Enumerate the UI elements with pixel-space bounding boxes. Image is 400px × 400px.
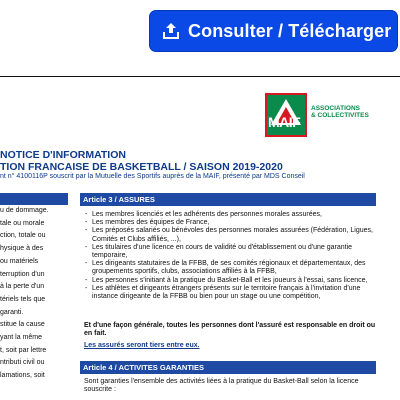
consult-download-button[interactable] xyxy=(149,10,398,52)
article-4-header: Article 4 / ACTIVITES GARANTIES xyxy=(80,361,376,374)
list-item: - Les personnes s'initiant à la pratique du Basket-Ball et les joueurs à l'essai, sans licence, xyxy=(84,277,376,285)
insured-list xyxy=(84,211,376,301)
left-line: ou matériels xyxy=(0,257,39,265)
list-item: - Les titulaires d'une licence en cours de validité ou d'établissement ou d'une garantie temporaire, xyxy=(84,244,376,260)
left-line: u de dommage. xyxy=(0,207,49,214)
federation-title: TION FRANCAISE DE BASKETBALL / SAISON 2019-2020 xyxy=(0,161,283,173)
button-label: Consulter / Télécharger xyxy=(188,20,392,41)
left-line: à la perte d'un xyxy=(0,283,45,291)
logo-tagline: ASSOCIATIONS & COLLECTIVITES xyxy=(311,105,369,119)
left-line: tériels tels que xyxy=(0,295,46,303)
left-line: lamations, soit xyxy=(0,372,45,380)
maif-logo xyxy=(265,93,377,137)
top-toolbar xyxy=(0,0,400,78)
left-line: tale ou morale xyxy=(0,219,45,227)
logo-brand: MAIF xyxy=(268,114,301,130)
left-section-bar xyxy=(0,193,68,205)
list-item: - Les athlètes et dirigeants étrangers présents sur le territoire français à l'invitation d'une instance dirigeante de la FFBB ou bien pour un stage ou une compétition, xyxy=(84,285,376,301)
left-line: yant la même xyxy=(0,334,43,342)
left-line: t, soit par lettre xyxy=(0,346,47,354)
left-line: hysique à des xyxy=(0,245,44,253)
left-line: garanti. xyxy=(0,308,24,316)
list-item: - Les membres des équipes de France, xyxy=(84,219,376,227)
left-line: ntributi civil ou xyxy=(0,359,45,367)
notice-title: NOTICE D'INFORMATION xyxy=(0,149,126,161)
general-note: Et d'une façon générale, toutes les personnes dont l'assuré est responsable en droit ou en fait. xyxy=(84,322,376,338)
article-4-text: Sont garanties l'ensemble des activités liées à la pratique du Basket-Ball selon la licence souscrite : xyxy=(84,378,359,394)
left-line: ction, totale ou xyxy=(0,232,46,240)
third-party-note: Les assurés seront tiers entre eux. xyxy=(84,342,200,349)
document-page xyxy=(0,77,400,400)
left-line: terruption d'un xyxy=(0,270,45,278)
left-column-text xyxy=(0,207,80,385)
list-item: - Les membres licenciés et les adhérents des personnes morales assurées, xyxy=(84,211,376,219)
left-line: stitue la cause xyxy=(0,321,45,329)
list-item: - Les dirigeants statutaires de la FFBB, de ses comités régionaux et départementaux, des groupements sportifs, clubs, associations affiliés à la FFBB, xyxy=(84,260,376,276)
article-3-header: Article 3 / ASSURES xyxy=(80,193,376,206)
upload-icon xyxy=(162,21,180,41)
list-item: - Les préposés salariés ou bénévoles des personnes morales assurées (Fédération, Ligues, Comités et Clubs affiliés, ...), xyxy=(84,227,376,243)
contract-line: nt n° 4100116P souscrit par la Mutuelle des Sportifs auprès de la MAIF, présenté par MDS Conseil xyxy=(0,173,305,180)
